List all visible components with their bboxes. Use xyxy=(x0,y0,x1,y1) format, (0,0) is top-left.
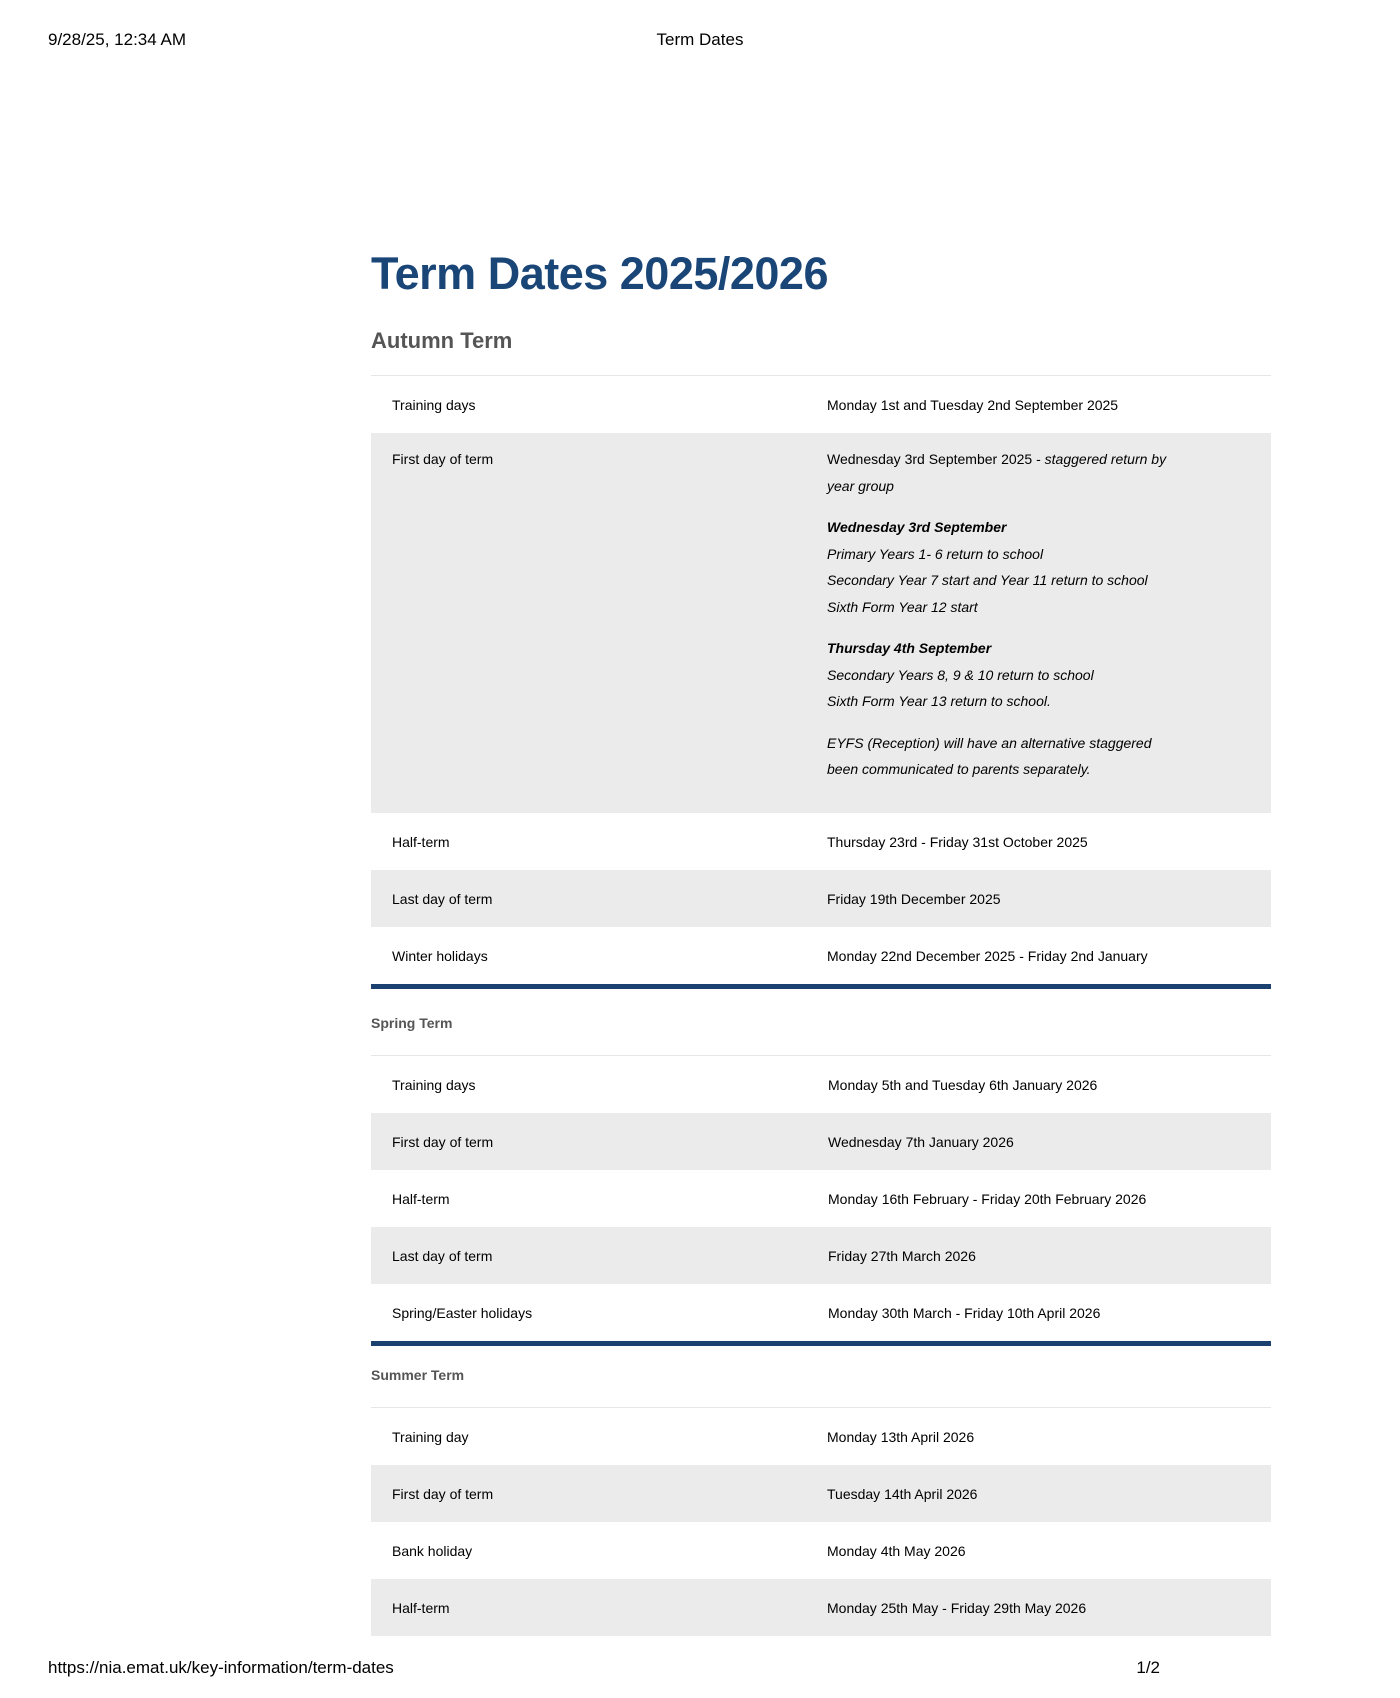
staggered-text-2: year group xyxy=(827,477,894,494)
row-label: Training days xyxy=(392,396,476,413)
staggered-return-note xyxy=(827,446,1271,499)
table-row xyxy=(371,1170,1271,1227)
row-value: Monday 4th May 2026 xyxy=(827,1542,966,1559)
day1-line: Secondary Year 7 start and Year 11 return to school xyxy=(827,572,1148,588)
row-value: Monday 30th March - Friday 10th April 2026 xyxy=(828,1304,1101,1321)
eyfs-line: EYFS (Reception) will have an alternative staggered xyxy=(827,734,1152,751)
day2-heading: Thursday 4th September xyxy=(827,640,992,656)
row-label: Winter holidays xyxy=(392,947,488,964)
row-value: Monday 25th May - Friday 29th May 2026 xyxy=(827,1599,1087,1616)
row-value: Monday 1st and Tuesday 2nd September 2025 xyxy=(827,396,1119,413)
table-row xyxy=(371,813,1271,870)
row-value-detail xyxy=(827,446,1271,798)
day1-line: Primary Years 1- 6 return to school xyxy=(827,545,1044,562)
summer-term-heading: Summer Term xyxy=(371,1367,465,1383)
autumn-term-table xyxy=(371,375,1271,989)
row-value: Monday 16th February - Friday 20th February 2026 xyxy=(828,1190,1147,1207)
eyfs-note xyxy=(827,730,1271,783)
page-url-link[interactable]: https://nia.emat.uk/key-information/term-dates xyxy=(48,1658,394,1677)
day2-line: Sixth Form Year 13 return to school. xyxy=(827,693,1051,709)
day1-heading: Wednesday 3rd September xyxy=(827,519,1007,535)
eyfs-line: been communicated to parents separately. xyxy=(827,761,1091,777)
row-label: Last day of term xyxy=(392,1247,493,1264)
row-value: Monday 5th and Tuesday 6th January 2026 xyxy=(828,1076,1098,1093)
row-label: Half-term xyxy=(392,833,450,850)
table-row xyxy=(371,1408,1271,1465)
table-row xyxy=(371,927,1271,984)
row-label: First day of term xyxy=(392,1133,494,1150)
staggered-text: staggered return by xyxy=(1044,451,1167,467)
row-value: Tuesday 14th April 2026 xyxy=(827,1485,978,1502)
print-title-text: Term Dates xyxy=(656,30,744,49)
day1-line: Sixth Form Year 12 start xyxy=(827,598,978,615)
row-label: Training days xyxy=(392,1076,476,1093)
table-row xyxy=(371,1113,1271,1170)
row-label: Spring/Easter holidays xyxy=(392,1304,533,1321)
row-label: Last day of term xyxy=(392,890,493,907)
table-row xyxy=(371,870,1271,927)
main-content xyxy=(371,0,1167,1640)
row-value: Wednesday 7th January 2026 xyxy=(828,1133,1014,1150)
row-value: Friday 19th December 2025 xyxy=(827,890,1001,907)
table-row xyxy=(371,433,1271,813)
table-row xyxy=(371,1227,1271,1284)
row-label: First day of term xyxy=(392,451,494,467)
row-label: Training day xyxy=(392,1428,469,1445)
table-row xyxy=(371,1056,1271,1113)
row-label: Half-term xyxy=(392,1190,450,1207)
page-title: Term Dates 2025/2026 xyxy=(371,248,828,299)
row-label: First day of term xyxy=(392,1485,494,1502)
row-label: Half-term xyxy=(392,1599,450,1616)
page-number: 1/2 xyxy=(1136,1658,1160,1677)
row-value: Thursday 23rd - Friday 31st October 2025 xyxy=(827,833,1088,850)
autumn-term-heading: Autumn Term xyxy=(371,328,513,353)
table-row xyxy=(371,1465,1271,1522)
table-row xyxy=(371,1579,1271,1636)
first-day-date: Wednesday 3rd September 2025 - xyxy=(827,451,1045,467)
row-label: Bank holiday xyxy=(392,1542,473,1559)
table-row xyxy=(371,1522,1271,1579)
day1-block xyxy=(827,514,1271,620)
row-value: Friday 27th March 2026 xyxy=(828,1247,976,1264)
day2-block xyxy=(827,635,1271,715)
print-datetime: 9/28/25, 12:34 AM xyxy=(48,30,186,49)
table-row xyxy=(371,1284,1271,1341)
row-value: Monday 13th April 2026 xyxy=(827,1428,975,1445)
spring-term-table xyxy=(371,1055,1271,1346)
spring-term-heading: Spring Term xyxy=(371,1015,453,1031)
table-row xyxy=(371,376,1271,433)
row-value: Monday 22nd December 2025 - Friday 2nd January xyxy=(827,947,1148,964)
day2-line: Secondary Years 8, 9 & 10 return to school xyxy=(827,666,1094,683)
summer-term-table xyxy=(371,1407,1271,1636)
